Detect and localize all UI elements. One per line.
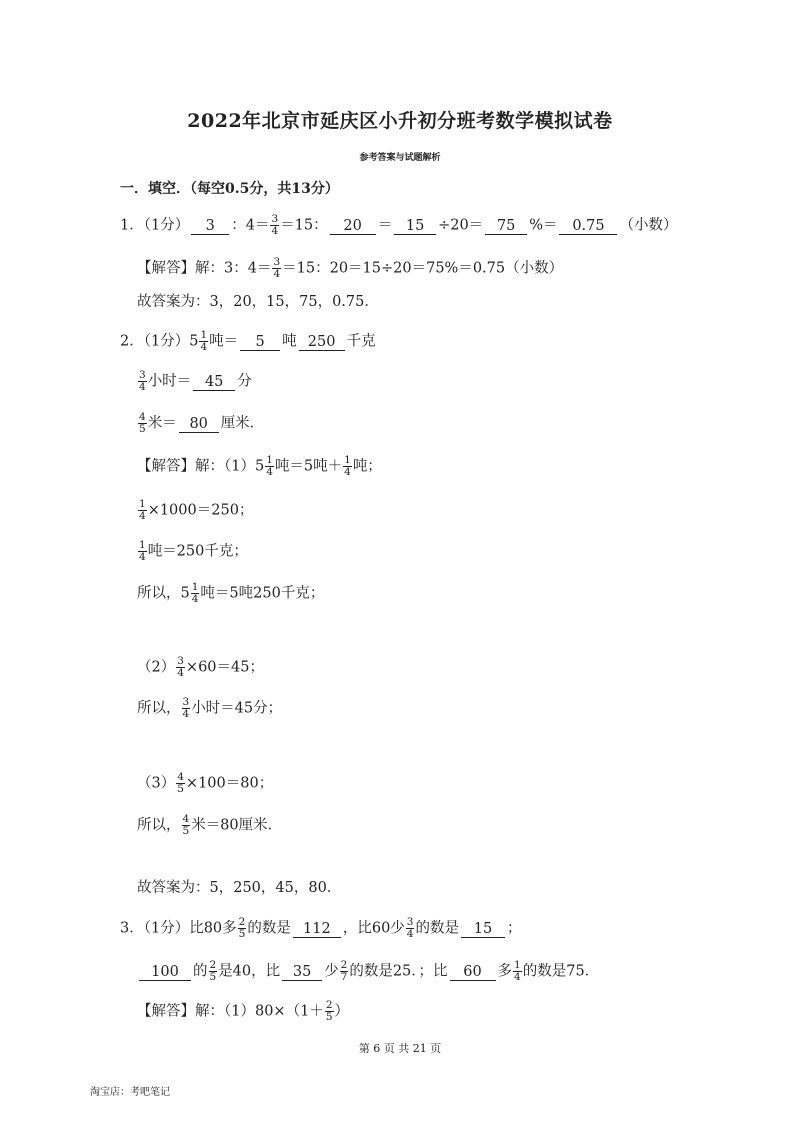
q2-solution-3: $\frac{1}{4}$ 吨＝250千克； [139, 539, 248, 563]
q1-solution: 【解答】解：3：4＝ $\frac{3}{4}$ ＝15：20＝15÷20＝75%＝0.75（小数） [137, 256, 564, 280]
q2-solution-4: 所以，5 $\frac{1}{4}$ 吨＝5吨250千克； [137, 581, 325, 605]
q2-line-1: 2．（1分）5 $\frac{1}{4}$ 吨＝ 5 吨 250 千克 [120, 329, 376, 353]
q1-blank-1: 3 [191, 218, 229, 235]
q2-blank-2: 250 [299, 334, 345, 351]
q2-part-3-result: 所以， $\frac{4}{5}$ 米＝80厘米． [137, 813, 283, 837]
q2-solution-2: $\frac{1}{4}$ ×1000＝250； [139, 498, 254, 522]
q1-blank-5: 0.75 [559, 218, 617, 235]
q1-blank-2: 20 [330, 218, 376, 235]
q3-blank-5: 60 [450, 964, 496, 981]
q3-blank-2: 15 [461, 921, 505, 938]
q2-part-2-result: 所以， $\frac{3}{4}$ 小时＝45分； [137, 696, 283, 720]
page-footer: 第 6 页 共 21 页 [358, 1042, 442, 1055]
q3-solution: 【解答】解：（1）80×（1＋ $\frac{2}{5}$ ） [137, 999, 349, 1023]
q3-blank-1: 112 [293, 921, 341, 938]
q1-line: 1．（1分） 3 ：4＝ $\frac{3}{4}$ ＝15： 20 ＝ 15 ÷20＝ 75 %＝ 0.75 （小数） [120, 213, 678, 237]
q3-line-2: 100 的 $\frac{2}{5}$ 是40，比 35 少 $\frac{2}{7}$ 的数是25．；比 60 多 $\frac{1}{4}$ 的数是75． [137, 960, 599, 983]
q2-blank-4: 80 [179, 416, 219, 433]
q2-blank-3: 45 [193, 374, 235, 391]
q3-blank-3: 100 [139, 964, 191, 981]
q3-blank-4: 35 [282, 964, 322, 981]
page-subtitle: 参考答案与试题解析 [359, 153, 441, 163]
q1-blank-4: 75 [485, 218, 527, 235]
q2-blank-1: 5 [240, 334, 280, 351]
q1-fraction: $\frac{3}{4}$ [271, 213, 279, 237]
q2-part-3: （3） $\frac{4}{5}$ ×100＝80； [137, 771, 274, 795]
q1-blank-3: 15 [394, 218, 436, 235]
section-heading: 一．填空．（每空0.5分，共13分） [120, 181, 339, 197]
shop-label: 淘宝店：考吧笔记 [90, 1087, 170, 1098]
q2-answer: 故答案为：5，250，45，80． [137, 880, 342, 896]
page-title: 2022年北京市延庆区小升初分班考数学模拟试卷 [187, 110, 613, 132]
q2-solution-1: 【解答】解：（1）5 $\frac{1}{4}$ 吨＝5吨＋ $\frac{1}{4}$ 吨； [137, 454, 382, 478]
q2-part-2: （2） $\frac{3}{4}$ ×60＝45； [137, 655, 264, 679]
q2-line-2: $\frac{3}{4}$ 小时＝ 45 分 [139, 369, 252, 393]
q1-answer: 故答案为：3，20，15，75，0.75． [137, 294, 379, 310]
q2-line-3: $\frac{4}{5}$ 米＝ 80 厘米． [139, 411, 265, 435]
q3-line-1: 3．（1分）比80多 $\frac{2}{5}$ 的数是 112 ，比60少 $\frac{3}{4}$ 的数是 15 ； [120, 916, 522, 940]
